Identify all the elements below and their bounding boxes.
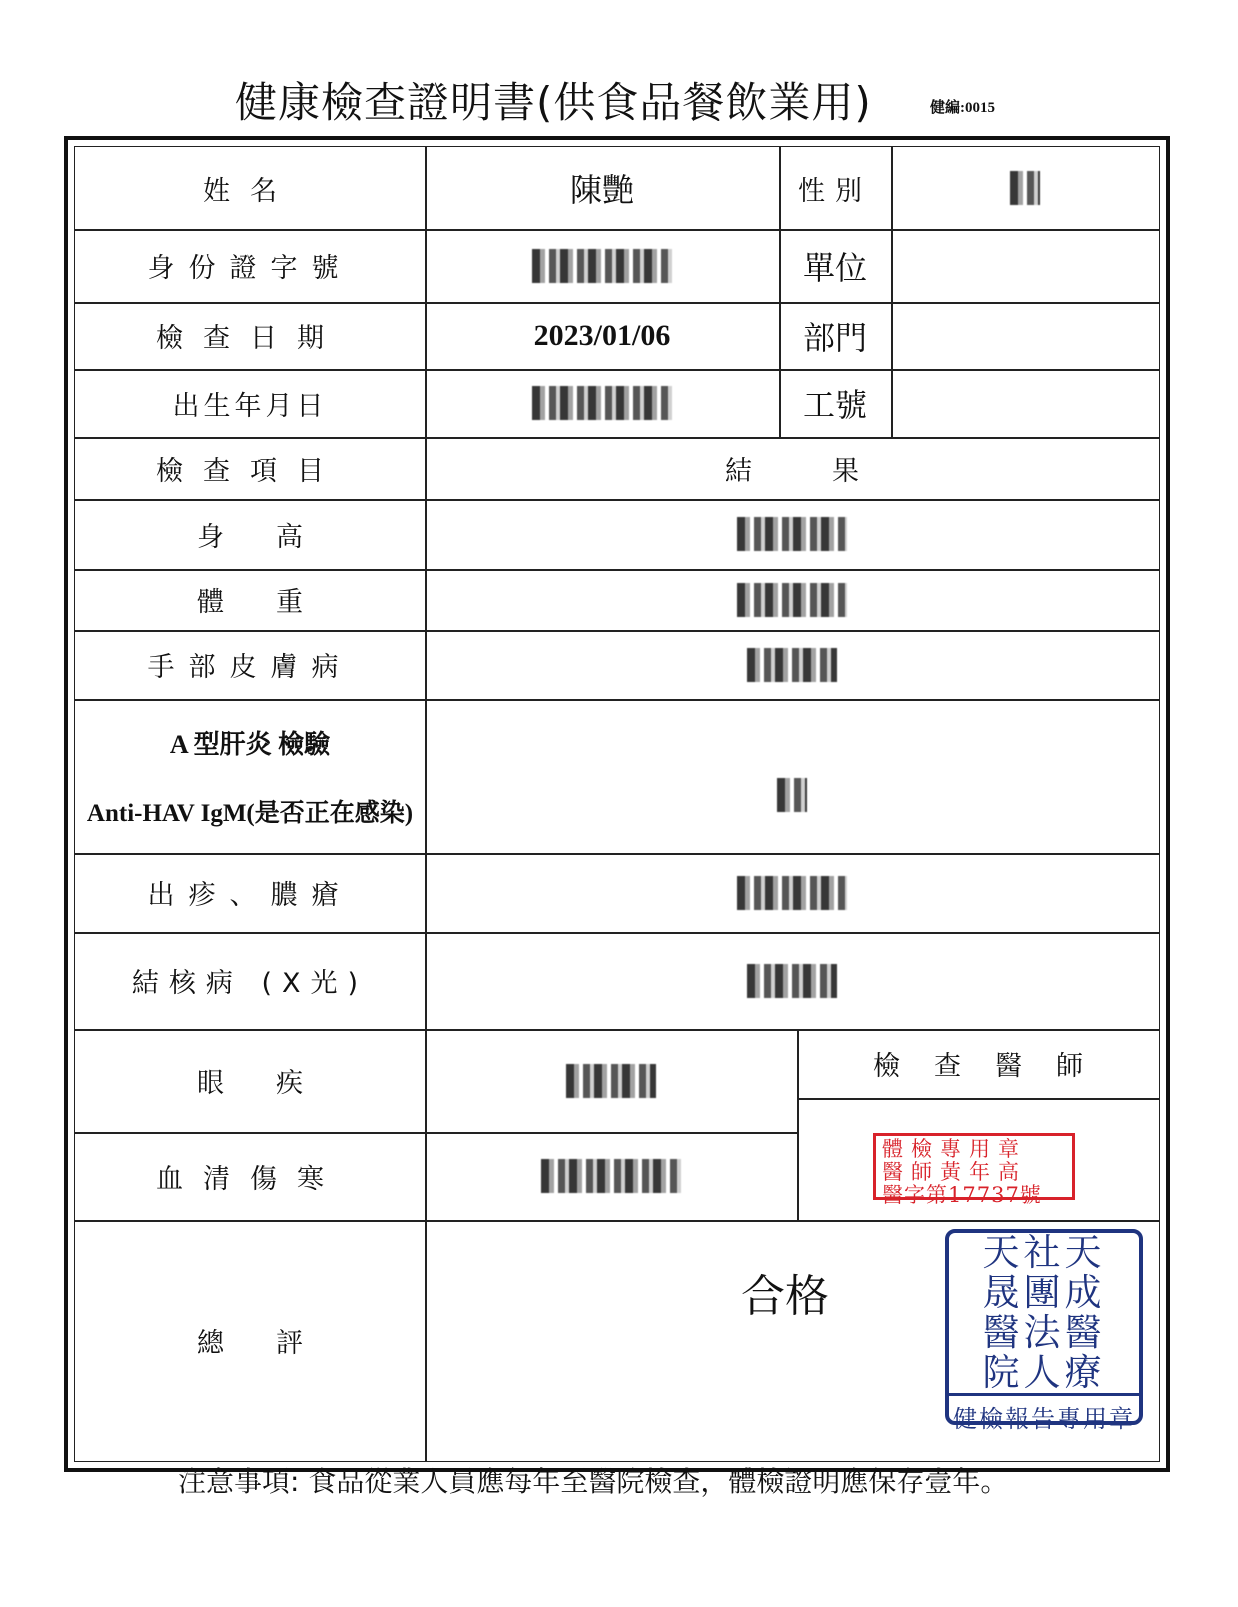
tb-value-redacted	[425, 932, 1159, 1029]
hospital-stamp	[945, 1229, 1143, 1433]
exam-items-header: 檢查項目	[156, 455, 344, 487]
hospital-stamp-row1: 天社天	[982, 1231, 1106, 1274]
typhoid-label: 血清傷寒	[156, 1163, 344, 1195]
rash-value-redacted	[425, 853, 1159, 932]
name-label: 姓名	[203, 175, 297, 207]
hospital-stamp-row4: 院人療	[982, 1351, 1106, 1394]
document-number: 健編:0015	[930, 100, 995, 116]
doctor-stamp-line1: 體檢專用章	[882, 1137, 1027, 1161]
unit-value	[891, 229, 1159, 302]
birth-date-label: 出生年月日	[172, 390, 328, 422]
unit-label: 單位	[802, 248, 867, 287]
id-number-label: 身份證字號	[147, 253, 353, 284]
hav-label	[75, 699, 425, 853]
typhoid-value-redacted	[425, 1132, 797, 1220]
hav-label-line2: Anti-HAV IgM(是否正在感染)	[86, 799, 414, 827]
name-value: 陳艷	[569, 171, 634, 209]
certificate-frame	[64, 136, 1170, 1472]
eye-value-redacted	[425, 1029, 797, 1132]
employee-no-label: 工號	[802, 386, 867, 424]
hospital-stamp-row3: 醫法醫	[982, 1311, 1106, 1354]
hav-value-redacted	[425, 699, 1159, 853]
hospital-stamp-row2: 晟團成	[982, 1271, 1106, 1314]
footer-note: 注意事項: 食品從業人員應每年至醫院檢查，體檢證明應保存壹年。	[178, 1465, 1009, 1498]
department-value	[891, 302, 1159, 369]
height-value-redacted	[425, 499, 1159, 569]
page-title: 健康檢查證明書(供食品餐飲業用)	[235, 78, 872, 127]
weight-value-redacted	[425, 569, 1159, 630]
weight-label: 體重	[197, 587, 355, 618]
department-label: 部門	[802, 318, 867, 357]
height-label: 身高	[197, 521, 355, 553]
gender-value-redacted	[891, 147, 1159, 229]
rash-label: 出疹、膿瘡	[147, 880, 353, 911]
doctor-stamp-line2: 醫師黃年高	[882, 1160, 1027, 1184]
doctor-stamp-line3: 醫字第17737號	[882, 1183, 1042, 1207]
birth-date-value-redacted	[425, 369, 779, 437]
certificate-table	[74, 146, 1160, 1462]
exam-date-value: 2023/01/06	[533, 318, 671, 352]
exam-date-label: 檢查日期	[156, 323, 344, 354]
eye-label: 眼疾	[197, 1068, 355, 1099]
gender-label: 性別	[798, 175, 872, 207]
results-header: 結果	[725, 455, 939, 487]
doctor-stamp	[873, 1133, 1075, 1207]
employee-no-value	[891, 369, 1159, 437]
hav-label-line1: A 型肝炎 檢驗	[169, 729, 331, 759]
doctor-label: 檢查醫師	[873, 1051, 1117, 1082]
overall-label: 總評	[197, 1328, 355, 1359]
id-number-value-redacted	[425, 229, 779, 302]
overall-value: 合格	[741, 1271, 829, 1322]
hospital-stamp-footer: 健檢報告專用章	[949, 1393, 1139, 1434]
hand-skin-label: 手部皮膚病	[147, 652, 353, 683]
hand-skin-value-redacted	[425, 630, 1159, 699]
tb-label: 結核病 (X光)	[131, 968, 369, 999]
